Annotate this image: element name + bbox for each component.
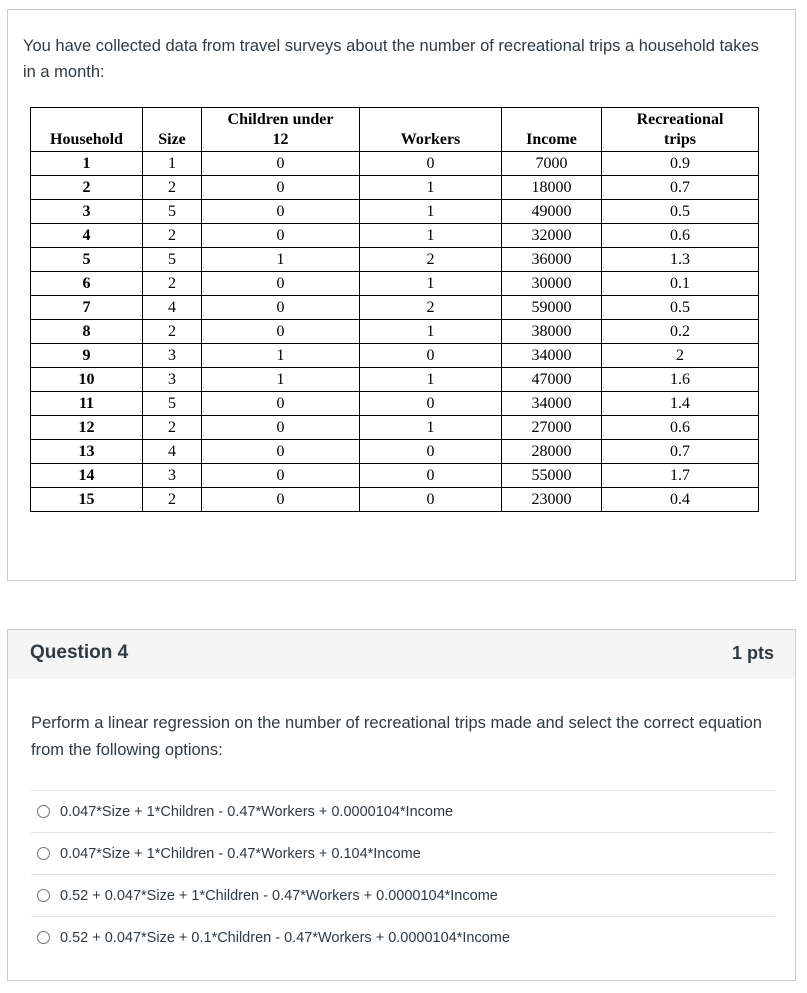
table-row bbox=[31, 176, 759, 200]
survey-table bbox=[30, 107, 759, 512]
cell-size: 2 bbox=[143, 488, 202, 512]
header-household: Household bbox=[31, 108, 143, 152]
cell-trips: 0.2 bbox=[602, 320, 759, 344]
cell-income: 23000 bbox=[502, 488, 602, 512]
cell-children: 0 bbox=[202, 488, 360, 512]
table-row bbox=[31, 296, 759, 320]
cell-size: 5 bbox=[143, 200, 202, 224]
cell-children: 0 bbox=[202, 200, 360, 224]
answer-label: 0.52 + 0.047*Size + 1*Children - 0.47*Workers + 0.0000104*Income bbox=[60, 887, 498, 904]
radio-button[interactable] bbox=[37, 931, 50, 944]
header-income: Income bbox=[502, 108, 602, 152]
cell-income: 55000 bbox=[502, 464, 602, 488]
table-row bbox=[31, 392, 759, 416]
cell-workers: 0 bbox=[360, 488, 502, 512]
table-row bbox=[31, 488, 759, 512]
table-body bbox=[31, 152, 759, 512]
cell-income: 18000 bbox=[502, 176, 602, 200]
cell-workers: 1 bbox=[360, 320, 502, 344]
cell-size: 2 bbox=[143, 416, 202, 440]
cell-household: 10 bbox=[31, 368, 143, 392]
radio-button[interactable] bbox=[37, 889, 50, 902]
cell-size: 1 bbox=[143, 152, 202, 176]
cell-workers: 1 bbox=[360, 176, 502, 200]
radio-button[interactable] bbox=[37, 847, 50, 860]
cell-household: 15 bbox=[31, 488, 143, 512]
cell-children: 0 bbox=[202, 392, 360, 416]
cell-children: 1 bbox=[202, 248, 360, 272]
cell-income: 7000 bbox=[502, 152, 602, 176]
radio-button[interactable] bbox=[37, 805, 50, 818]
cell-income: 34000 bbox=[502, 392, 602, 416]
table-row bbox=[31, 200, 759, 224]
cell-trips: 0.5 bbox=[602, 296, 759, 320]
cell-size: 4 bbox=[143, 296, 202, 320]
cell-trips: 0.7 bbox=[602, 440, 759, 464]
cell-size: 3 bbox=[143, 368, 202, 392]
answer-option-1[interactable] bbox=[31, 790, 775, 832]
cell-size: 4 bbox=[143, 440, 202, 464]
cell-children: 0 bbox=[202, 464, 360, 488]
cell-household: 7 bbox=[31, 296, 143, 320]
cell-trips: 0.1 bbox=[602, 272, 759, 296]
cell-household: 1 bbox=[31, 152, 143, 176]
cell-workers: 0 bbox=[360, 392, 502, 416]
question-title: Question 4 bbox=[30, 642, 129, 663]
cell-children: 0 bbox=[202, 320, 360, 344]
cell-workers: 0 bbox=[360, 464, 502, 488]
cell-income: 28000 bbox=[502, 440, 602, 464]
cell-children: 0 bbox=[202, 440, 360, 464]
cell-income: 32000 bbox=[502, 224, 602, 248]
cell-children: 0 bbox=[202, 416, 360, 440]
cell-workers: 1 bbox=[360, 200, 502, 224]
cell-children: 0 bbox=[202, 152, 360, 176]
question-points: 1 pts bbox=[731, 643, 774, 663]
cell-income: 30000 bbox=[502, 272, 602, 296]
cell-household: 5 bbox=[31, 248, 143, 272]
table-row bbox=[31, 440, 759, 464]
cell-children: 0 bbox=[202, 272, 360, 296]
cell-trips: 0.6 bbox=[602, 416, 759, 440]
cell-workers: 1 bbox=[360, 272, 502, 296]
answer-list bbox=[31, 790, 775, 958]
answer-option-3[interactable] bbox=[31, 874, 775, 916]
cell-household: 13 bbox=[31, 440, 143, 464]
cell-income: 59000 bbox=[502, 296, 602, 320]
table-row bbox=[31, 224, 759, 248]
cell-household: 4 bbox=[31, 224, 143, 248]
table-row bbox=[31, 320, 759, 344]
cell-children: 0 bbox=[202, 296, 360, 320]
cell-household: 14 bbox=[31, 464, 143, 488]
question-header bbox=[7, 629, 796, 680]
cell-size: 2 bbox=[143, 176, 202, 200]
cell-size: 2 bbox=[143, 320, 202, 344]
cell-trips: 1.6 bbox=[602, 368, 759, 392]
cell-income: 36000 bbox=[502, 248, 602, 272]
cell-trips: 1.4 bbox=[602, 392, 759, 416]
cell-workers: 0 bbox=[360, 152, 502, 176]
header-size: Size bbox=[143, 108, 202, 152]
cell-size: 2 bbox=[143, 272, 202, 296]
answer-label: 0.047*Size + 1*Children - 0.47*Workers + 0.104*Income bbox=[60, 845, 421, 862]
cell-income: 49000 bbox=[502, 200, 602, 224]
answer-option-4[interactable] bbox=[31, 916, 775, 958]
cell-trips: 0.7 bbox=[602, 176, 759, 200]
cell-children: 0 bbox=[202, 224, 360, 248]
cell-household: 8 bbox=[31, 320, 143, 344]
header-workers: Workers bbox=[360, 108, 502, 152]
cell-trips: 0.6 bbox=[602, 224, 759, 248]
question-card bbox=[7, 679, 796, 981]
answer-label: 0.52 + 0.047*Size + 0.1*Children - 0.47*Workers + 0.0000104*Income bbox=[60, 929, 510, 946]
cell-workers: 2 bbox=[360, 248, 502, 272]
table-header-row bbox=[31, 108, 759, 152]
cell-workers: 2 bbox=[360, 296, 502, 320]
header-trips: Recreational trips bbox=[602, 108, 759, 152]
cell-trips: 1.7 bbox=[602, 464, 759, 488]
cell-trips: 0.9 bbox=[602, 152, 759, 176]
cell-size: 3 bbox=[143, 464, 202, 488]
cell-household: 6 bbox=[31, 272, 143, 296]
cell-household: 9 bbox=[31, 344, 143, 368]
table-row bbox=[31, 248, 759, 272]
answer-option-2[interactable] bbox=[31, 832, 775, 874]
cell-workers: 1 bbox=[360, 368, 502, 392]
question-text: Perform a linear regression on the number of recreational trips made and select the correct equation from the following options: bbox=[31, 714, 762, 759]
table-row bbox=[31, 416, 759, 440]
cell-workers: 1 bbox=[360, 416, 502, 440]
header-children: Children under 12 bbox=[202, 108, 360, 152]
cell-trips: 0.5 bbox=[602, 200, 759, 224]
cell-size: 2 bbox=[143, 224, 202, 248]
cell-trips: 0.4 bbox=[602, 488, 759, 512]
cell-income: 34000 bbox=[502, 344, 602, 368]
cell-household: 2 bbox=[31, 176, 143, 200]
intro-text: You have collected data from travel surveys about the number of recreational trips a household takes in a month: bbox=[23, 37, 759, 81]
cell-children: 1 bbox=[202, 368, 360, 392]
table-row bbox=[31, 464, 759, 488]
answer-label: 0.047*Size + 1*Children - 0.47*Workers + 0.0000104*Income bbox=[60, 803, 454, 820]
cell-income: 27000 bbox=[502, 416, 602, 440]
cell-household: 3 bbox=[31, 200, 143, 224]
cell-trips: 1.3 bbox=[602, 248, 759, 272]
cell-children: 0 bbox=[202, 176, 360, 200]
cell-workers: 0 bbox=[360, 440, 502, 464]
table-row bbox=[31, 152, 759, 176]
cell-income: 38000 bbox=[502, 320, 602, 344]
cell-workers: 0 bbox=[360, 344, 502, 368]
cell-household: 12 bbox=[31, 416, 143, 440]
table-row bbox=[31, 272, 759, 296]
cell-trips: 2 bbox=[602, 344, 759, 368]
table-row bbox=[31, 344, 759, 368]
cell-household: 11 bbox=[31, 392, 143, 416]
cell-workers: 1 bbox=[360, 224, 502, 248]
cell-size: 5 bbox=[143, 392, 202, 416]
table-row bbox=[31, 368, 759, 392]
cell-children: 1 bbox=[202, 344, 360, 368]
cell-size: 5 bbox=[143, 248, 202, 272]
cell-income: 47000 bbox=[502, 368, 602, 392]
cell-size: 3 bbox=[143, 344, 202, 368]
